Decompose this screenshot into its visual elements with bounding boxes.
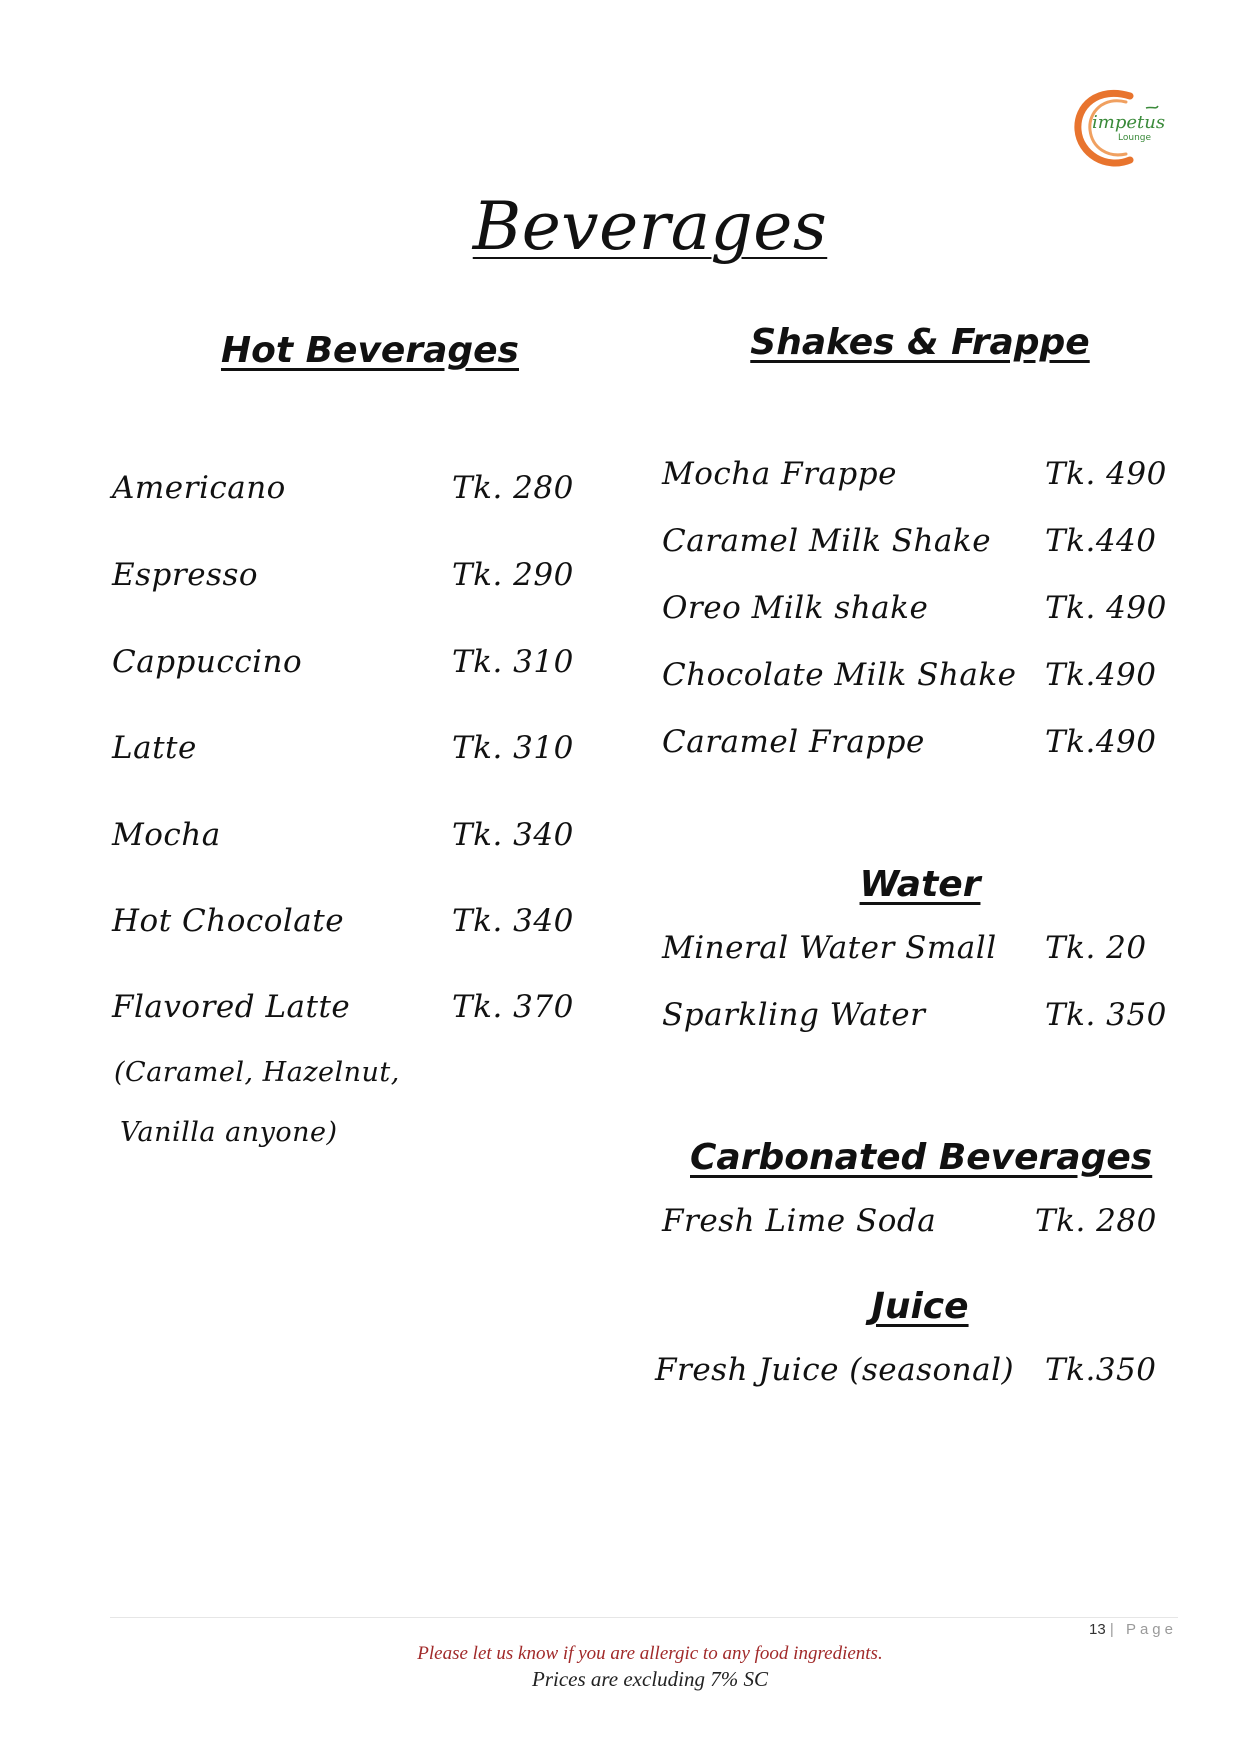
menu-item-name: Sparkling Water — [662, 997, 926, 1033]
menu-item-price: Tk. 340 — [452, 817, 574, 853]
flavor-note: (Caramel, Hazelnut, — [114, 1057, 400, 1088]
menu-item-price: Tk. 310 — [452, 730, 574, 766]
menu-item-name: Hot Chocolate — [112, 903, 345, 939]
menu-item-price: Tk.490 — [1045, 724, 1157, 760]
menu-item-price: Tk.350 — [1045, 1352, 1157, 1388]
menu-item-name: Americano — [112, 470, 286, 506]
menu-item-name: Mocha — [112, 817, 221, 853]
menu-item-name: Cappuccino — [112, 644, 303, 680]
carbonated-heading: Carbonated Beverages — [690, 1137, 1153, 1178]
menu-item-price: Tk. 340 — [452, 903, 574, 939]
menu-item-price: Tk.490 — [1045, 657, 1157, 693]
logo-sub: Lounge — [1118, 133, 1152, 143]
menu-item-price: Tk. 310 — [452, 644, 574, 680]
page-label: | Page — [1109, 1621, 1177, 1638]
menu-item-name: Fresh Lime Soda — [662, 1203, 937, 1239]
logo-swirl-icon — [1068, 86, 1168, 172]
menu-item-name: Mocha Frappe — [662, 456, 897, 492]
menu-item-price: Tk. 20 — [1045, 930, 1147, 966]
menu-item-name: Flavored Latte — [112, 989, 351, 1025]
allergy-note: Please let us know if you are allergic to any food ingredients. — [417, 1643, 883, 1664]
menu-item-price: Tk. 370 — [452, 989, 574, 1025]
menu-item-price: Tk. 490 — [1045, 456, 1167, 492]
menu-item-price: Tk. 350 — [1045, 997, 1167, 1033]
menu-item-name: Oreo Milk shake — [662, 590, 929, 626]
page-number-value: 13 — [1089, 1621, 1106, 1638]
menu-item-price: Tk. 290 — [452, 557, 574, 593]
lounge-logo — [1068, 86, 1168, 172]
menu-item-name: Fresh Juice (seasonal) — [655, 1352, 1015, 1388]
hot-beverages-heading: Hot Beverages — [220, 330, 519, 371]
menu-item-name: Espresso — [112, 557, 259, 593]
menu-item-price: Tk. 280 — [452, 470, 574, 506]
logo-name: impetus — [1092, 112, 1166, 133]
menu-item-price: Tk. 490 — [1045, 590, 1167, 626]
menu-item-name: Mineral Water Small — [662, 930, 997, 966]
menu-item-price: Tk.440 — [1045, 523, 1157, 559]
footer-divider — [110, 1617, 1178, 1618]
menu-item-name: Chocolate Milk Shake — [662, 657, 1017, 693]
page-number — [1089, 1621, 1177, 1638]
menu-item-name: Latte — [112, 730, 197, 766]
page-title: Beverages — [472, 188, 828, 265]
menu-item-name: Caramel Frappe — [662, 724, 925, 760]
menu-item-name: Caramel Milk Shake — [662, 523, 992, 559]
flavor-note: Vanilla anyone) — [120, 1117, 338, 1148]
menu-item-price: Tk. 280 — [1035, 1203, 1157, 1239]
water-heading: Water — [859, 864, 981, 905]
juice-heading: Juice — [871, 1286, 969, 1327]
shakes-heading: Shakes & Frappe — [750, 322, 1090, 363]
price-note: Prices are excluding 7% SC — [532, 1667, 768, 1691]
